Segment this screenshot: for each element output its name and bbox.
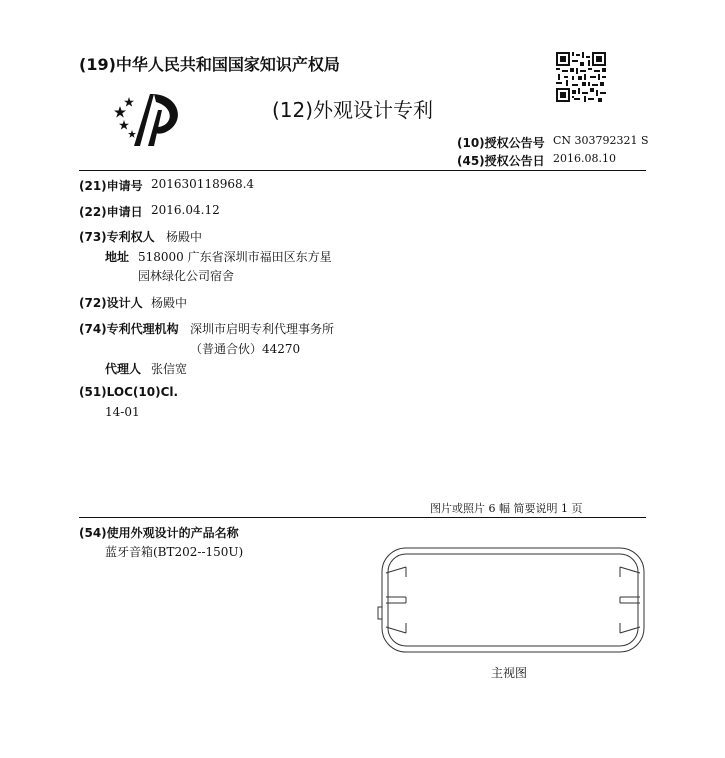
summary-divider [79,517,646,518]
agent-value: 张信宽 [151,362,188,376]
figure-caption: 主视图 [491,666,528,680]
publication-number-label: (10)授权公告号 [457,136,545,150]
agent-label: 代理人 [105,362,142,376]
loc-classification-label: (51)LOC(10)Cl. [79,385,179,399]
application-number-value: 201630118968.4 [151,177,255,191]
qr-code-icon [556,52,606,102]
application-number-label: (21)申请号 [79,179,143,193]
agency-label: (74)专利代理机构 [79,322,179,336]
patentee-value: 杨殿中 [166,230,203,244]
address-label: 地址 [105,250,130,264]
loc-classification-value: 14-01 [105,405,140,419]
designer-value: 杨殿中 [151,296,188,310]
patentee-label: (73)专利权人 [79,230,155,244]
cnipa-logo-icon [110,92,186,148]
pages-summary: 图片或照片 6 幅 简要说明 1 页 [430,502,583,515]
speaker-front-view-drawing [376,545,648,657]
product-name-label: (54)使用外观设计的产品名称 [79,526,239,540]
agency-line-2: （普通合伙）44270 [190,342,301,356]
product-name-value: 蓝牙音箱(BT202--150U) [105,545,244,559]
agency-line-1: 深圳市启明专利代理事务所 [190,322,335,336]
address-line-2: 园林绿化公司宿舍 [138,269,235,283]
application-date-value: 2016.04.12 [151,203,220,217]
header-divider [79,170,646,171]
address-line-1: 518000 广东省深圳市福田区东方星 [138,250,332,264]
office-name: (19)中华人民共和国国家知识产权局 [79,55,340,74]
application-date-label: (22)申请日 [79,205,143,219]
designer-label: (72)设计人 [79,296,143,310]
publication-number-value: CN 303792321 S [553,134,649,147]
publication-date-value: 2016.08.10 [553,152,616,165]
document-type-title: (12)外观设计专利 [272,98,434,122]
publication-date-label: (45)授权公告日 [457,154,545,168]
